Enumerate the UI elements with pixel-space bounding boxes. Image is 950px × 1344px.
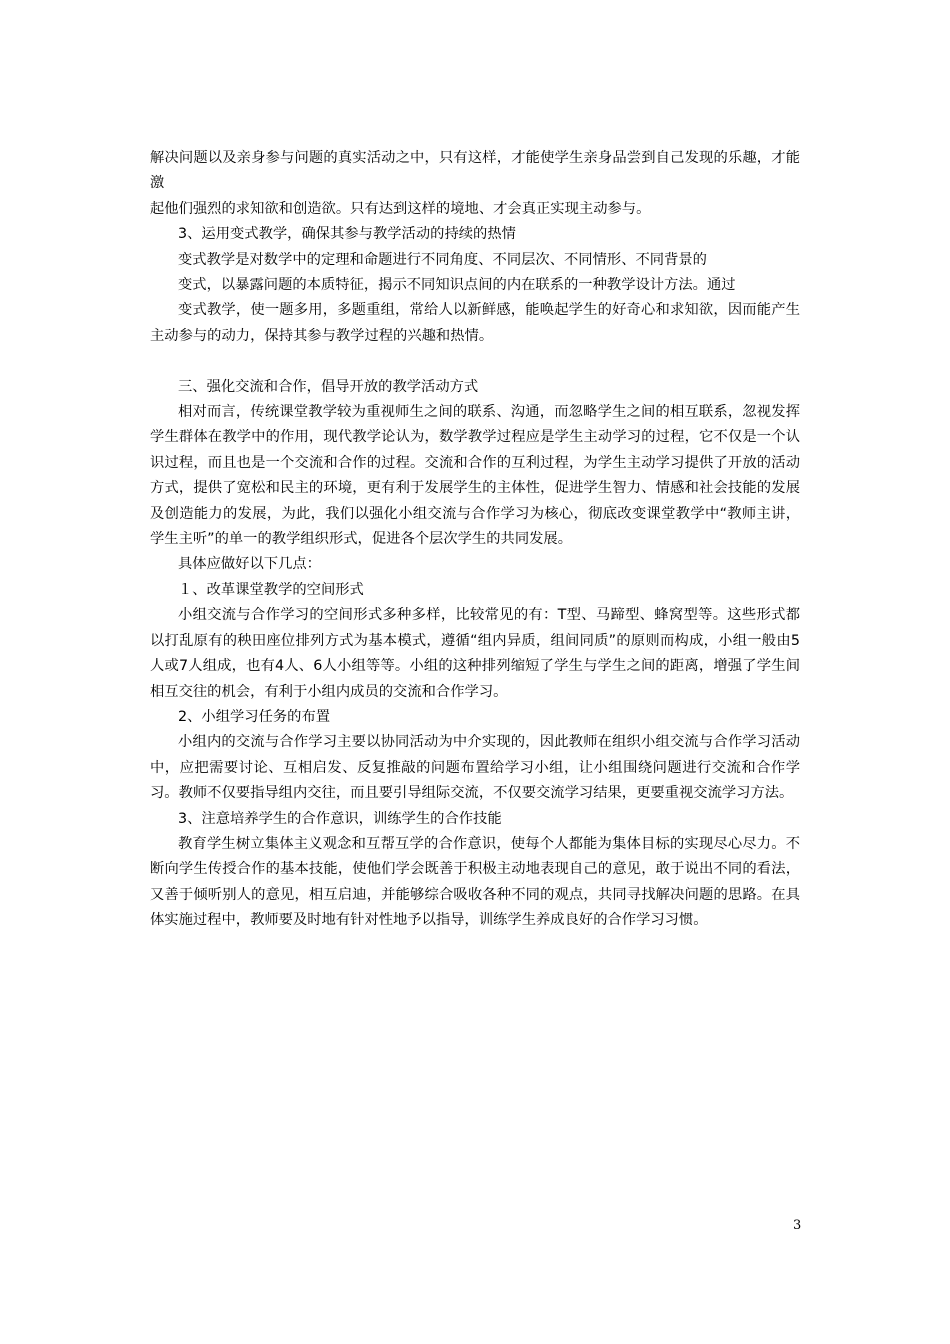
subheading-group-task: 2、小组学习任务的布置 bbox=[178, 708, 331, 725]
page-number: 3 bbox=[793, 1218, 802, 1233]
section-heading-communication-cooperation: 三、强化交流和合作，倡导开放的教学活动方式 bbox=[178, 378, 479, 395]
paragraph-variant-line-3: 变式教学，使一题多用，多题重组，常给人以新鲜感，能唤起学生的好奇心和求知欲，因而能产生主动参与的动力，保持其参与教学过程的兴趣和热情。 bbox=[150, 302, 800, 344]
paragraph-cooperation-awareness: 教育学生树立集体主义观念和互帮互学的合作意识，使每个人都能为集体目标的实现尽心尽力。不断向学生传授合作的基本技能，使他们学会既善于积极主动地表现自己的意见，敢于说出不同的看法，又善于倾听别人的意见，相互启迪，并能够综合吸收各种不同的观点，共同寻找解决问题的思路。在具体实施过程中，教师要及时地有针对性地予以指导，训练学生养成良好的合作学习习惯。 bbox=[150, 835, 800, 929]
paragraph-continued-ending: 起他们强烈的求知欲和创造欲。只有达到这样的境地、才会真正实现主动参与。 bbox=[150, 200, 651, 217]
paragraph-group-task: 小组内的交流与合作学习主要以协同活动为中介实现的，因此教师在组织小组交流与合作学习活动中，应把需要讨论、互相启发、反复推敲的问题布置给学习小组，让小组围绕问题进行交流和合作学习。教师不仅要指导组内交往，而且要引导组际交流，不仅要交流学习结果，更要重视交流学习方法。 bbox=[150, 734, 800, 802]
document-body bbox=[150, 146, 800, 934]
paragraph-communication-cooperation: 相对而言，传统课堂教学较为重视师生之间的联系、沟通，而忽略学生之间的相互联系，忽视发挥学生群体在教学中的作用，现代教学论认为，数学教学过程应是学生主动学习的过程，它不仅是一个认识过程，而且也是一个交流和合作的过程。交流和合作的互利过程，为学生主动学习提供了开放的活动方式，提供了宽松和民主的环境，更有利于发展学生的主体性，促进学生智力、情感和社会技能的发展及创造能力的发展，为此，我们以强化小组交流与合作学习为核心，彻底改变课堂教学中“教师主讲，学生主听”的单一的教学组织形式，促进各个层次学生的共同发展。 bbox=[150, 404, 800, 548]
subheading-cooperation-awareness: 3、注意培养学生的合作意识，训练学生的合作技能 bbox=[178, 810, 502, 827]
paragraph-continued-text: 解决问题以及亲身参与问题的真实活动之中，只有这样，才能使学生亲身品尝到自己发现的乐趣，才能激 bbox=[150, 150, 800, 192]
paragraph-specific-points: 具体应做好以下几点： bbox=[178, 556, 321, 573]
paragraph-space-form: 小组交流与合作学习的空间形式多种多样，比较常见的有：T型、马蹄型、蜂窝型等。这些形式都以打乱原有的秧田座位排列方式为基本模式，遵循“组内异质，组间同质”的原则而构成，小组一般由5人或7人组成，也有4人、6人小组等等。小组的这种排列缩短了学生与学生之间的距离，增强了学生间相互交往的机会，有利于小组内成员的交流和合作学习。 bbox=[150, 607, 800, 700]
subheading-space-form: １、改革课堂教学的空间形式 bbox=[178, 581, 364, 598]
paragraph-variant-line-1: 变式教学是对数学中的定理和命题进行不同角度、不同层次、不同情形、不同背景的 bbox=[178, 251, 707, 268]
paragraph-variant-line-2: 变式，以暴露问题的本质特征，揭示不同知识点间的内在联系的一种教学设计方法。通过 bbox=[178, 277, 736, 294]
subheading-variant-teaching: 3、运用变式教学，确保其参与教学活动的持续的热情 bbox=[178, 226, 516, 243]
blank-line bbox=[150, 349, 800, 374]
